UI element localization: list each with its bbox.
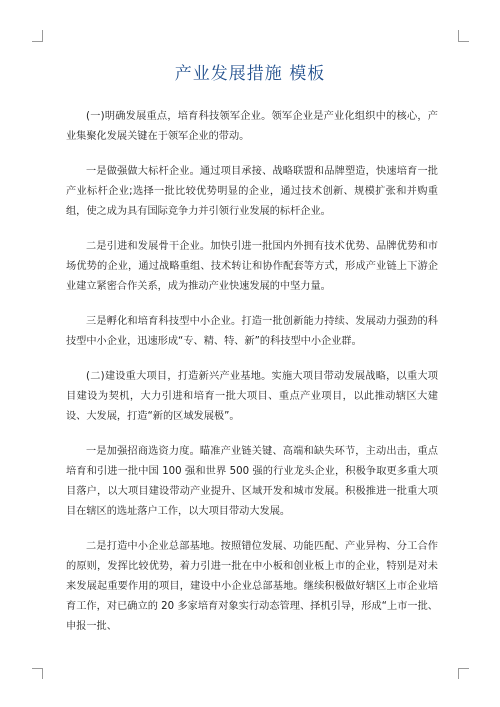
- paragraph-6: 一是加强招商选资力度。瞄准产业链关键、高端和缺失环节，主动出击，重点培育和引进一批中国 100 强和世界 500 强的行业龙头企业，积极争取更多重大项目落户，以大项目建设带动产业提升、区域开发和城市发展。积极推进一批重大项目在辖区的选址落户工作，以大项目带动大发展。: [66, 446, 438, 517]
- paragraph-2: 一是做强做大标杆企业。通过项目承接、战略联盟和品牌塑造，快速培育一批产业标杆企业;选择一批比较优势明显的企业，通过技术创新、规模扩张和并购重组，使之成为具有国际竞争力并引领行业发展的标杆企业。: [66, 166, 438, 217]
- crop-mark-bottom-left-v: [42, 668, 43, 679]
- paragraph-1: (一)明确发展重点，培育科技领军企业。领军企业是产业化组织中的核心，产业集聚化发展关键在于领军企业的带动。: [66, 111, 438, 142]
- crop-mark-bottom-right-v: [458, 668, 459, 679]
- paragraph-5: (二)建设重大项目，打造新兴产业基地。实施大项目带动发展战略，以重大项目建设为契机，大力引进和培育一批大项目、重点产业项目，以此推动辖区大建设、大发展，打造“新的区域发展极”。: [66, 371, 438, 422]
- paragraph-3: 二是引进和发展骨干企业。加快引进一批国内外拥有技术优势、品牌优势和市场优势的企业，通过战略重组、技术转让和协作配套等方式，形成产业链上下游企业建立紧密合作关系，成为推动产业快速发展的中坚力量。: [66, 241, 438, 292]
- paragraph-4: 三是孵化和培育科技型中小企业。打造一批创新能力持续、发展动力强劲的科技型中小企业，迅速形成“专、精、特、新”的科技型中小企业群。: [66, 316, 438, 347]
- paragraph-7: 二是打造中小企业总部基地。按照错位发展、功能匹配、产业异构、分工合作的原则，发挥比较优势，着力引进一批在中小板和创业板上市的企业，特别是对未来发展起重要作用的项目，建设中小企业总部基地。继续积极做好辖区上市企业培育工作，对已确立的 20 多家培育对象实行动态管理、择机引导，形成“上市一批、申报一批、: [66, 541, 438, 632]
- crop-mark-top-right-h: [458, 41, 469, 42]
- document-body: [66, 107, 438, 652]
- document-title: 产业发展措施 模板: [174, 64, 326, 84]
- crop-mark-top-left-v: [42, 30, 43, 41]
- crop-mark-top-left-h: [32, 41, 43, 42]
- crop-mark-bottom-right-h: [458, 668, 469, 669]
- crop-mark-top-right-v: [458, 30, 459, 41]
